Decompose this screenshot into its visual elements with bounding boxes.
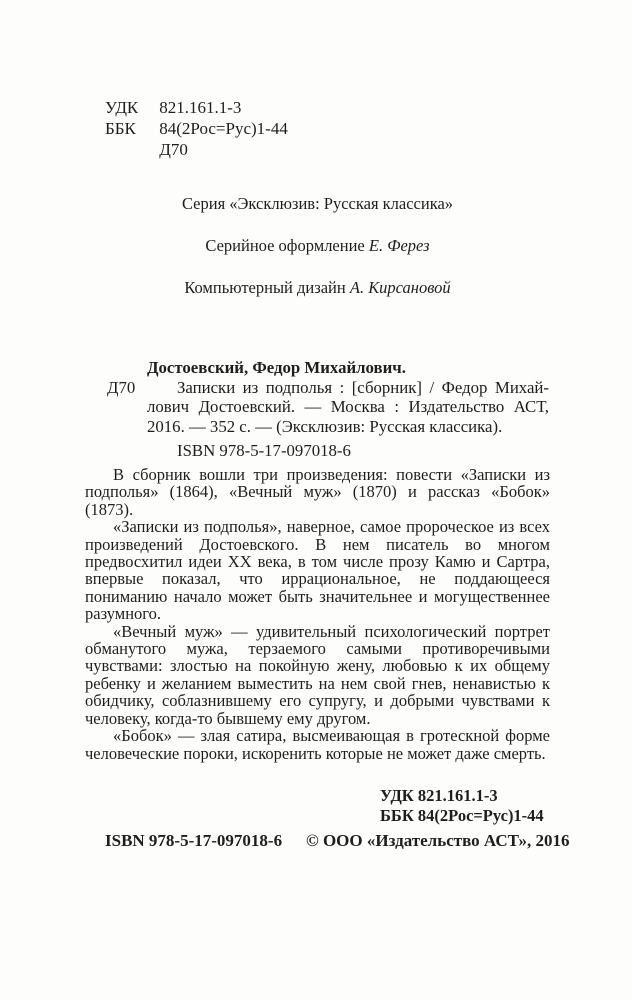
- author-sign-row: [105, 139, 288, 160]
- udk-label: УДК: [105, 98, 139, 117]
- series-block: [85, 194, 550, 320]
- series-computer-line: [85, 278, 550, 297]
- bbk-value: 84(2Рос=Рус)1-44: [159, 119, 288, 138]
- udk-row: [105, 97, 288, 118]
- footer-copyright: © ООО «Издательство АСТ», 2016: [306, 831, 570, 850]
- citation-entry: [107, 377, 549, 461]
- annotation-block: [85, 466, 550, 762]
- citation-isbn: ISBN 978-5-17-097018-6: [177, 441, 351, 461]
- citation-body: Записки из подполья : [сборник] / Федор Михайлович Достоевский. — Москва : Издательство АСТ, 2016. — 352 с. — (Эксклюзив: Русская классика).: [147, 377, 549, 436]
- author-sign-top: Д70: [159, 140, 188, 159]
- bbk-label: ББК: [105, 119, 136, 138]
- footer-isbn: ISBN 978-5-17-097018-6: [105, 831, 283, 850]
- series-design-prefix: Серийное оформление: [205, 236, 365, 255]
- annotation-paragraph-3: «Вечный муж» — удивительный психологический портрет обманутого мужа, терзаемого самыми противоречивыми чувствами: злостью на покойную жену, любовью к их общему ребенку и желанием выместить на нем свой гнев, ненавистью к обидчику, соблазнившему его супругу, и добрыми чувствами к человеку, когда-то бывшему ему другом.: [85, 621, 550, 728]
- annotation-paragraph-2: «Записки из подполья», наверное, самое пророческое из всех произведений Достоевского. В нем писатель во многом предвосхитил идеи XX века, в том числе прозу Камю и Сартра, впервые показал, что иррациональное, не поддающееся пониманию начало может быть значительнее и могущественнее разумного.: [85, 517, 550, 624]
- series-title: Серия «Эксклюзив: Русская классика»: [181, 194, 454, 213]
- annotation-paragraph-1: В сборник вошли три произведения: повести «Записки из подполья» (1864), «Вечный муж» (1870) и рассказ «Бобок» (1873).: [85, 465, 550, 519]
- author-sign-citation: Д70: [107, 377, 136, 397]
- series-design-line: [85, 236, 550, 255]
- footer-line: [0, 831, 632, 855]
- bottom-codes-block: [380, 786, 544, 826]
- citation-author-heading: Достоевский, Федор Михайлович.: [147, 358, 406, 377]
- series-computer-prefix: Компьютерный дизайн: [184, 278, 346, 297]
- top-codes-block: [105, 97, 288, 160]
- bottom-udk: УДК 821.161.1-3: [380, 786, 498, 805]
- udk-value: 821.161.1-3: [159, 98, 242, 117]
- series-computer-name: А. Кирсановой: [349, 278, 451, 297]
- catalog-citation-block: [107, 358, 549, 461]
- bottom-bbk: ББК 84(2Рос=Рус)1-44: [380, 806, 544, 825]
- series-design-name: Е. Ферез: [368, 236, 430, 255]
- bbk-row: [105, 118, 288, 139]
- annotation-paragraph-4: «Бобок» — злая сатира, высмеивающая в гротескной форме человеческие пороки, искоренить которые не может даже смерть.: [85, 726, 550, 763]
